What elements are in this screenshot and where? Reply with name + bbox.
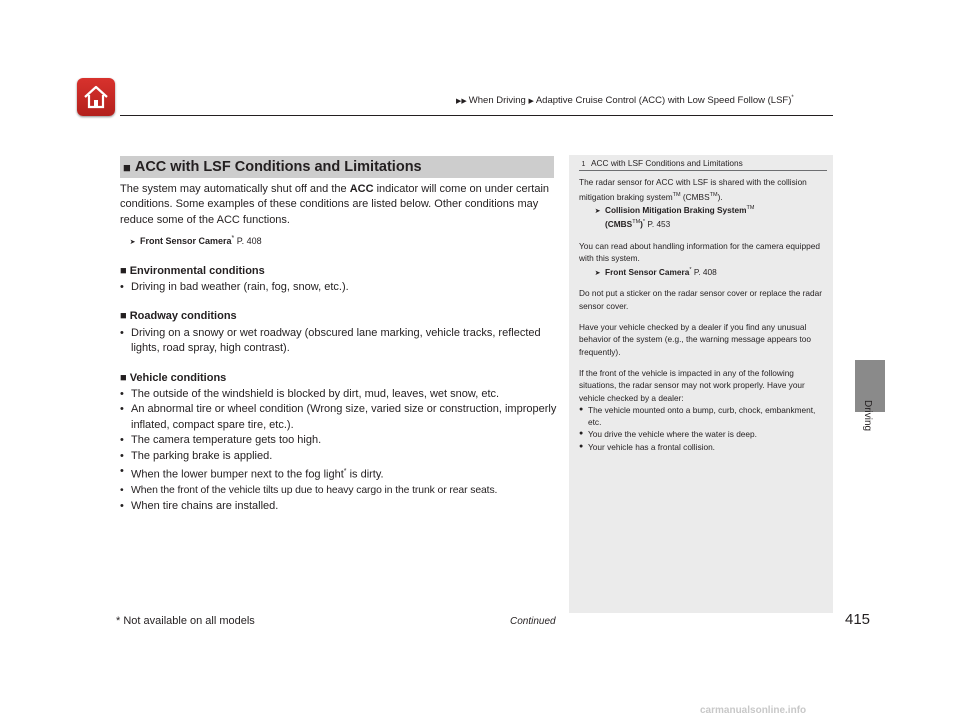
notes-content	[579, 157, 827, 453]
list-item: • Driving on a snowy or wet roadway (obscured lane marking, vehicle tracks, reflected lights, road spray, high contrast).	[120, 326, 560, 357]
page-number: 415	[845, 611, 871, 628]
breadcrumb	[456, 95, 794, 106]
list-item: • Driving in bad weather (rain, fog, snow, etc.).	[120, 280, 560, 295]
square-bullet-icon: ■	[123, 159, 131, 175]
cross-reference-link[interactable]: ➤ Collision Mitigation Braking System™	[594, 205, 755, 216]
note-number-icon: 1	[581, 161, 586, 168]
notes-paragraph: You can read about handling information for the camera equipped with this system. ➤ Front Sensor Camera* P. 408	[579, 240, 820, 278]
section-header	[120, 156, 554, 178]
list-item: • When tire chains are installed.	[120, 499, 560, 514]
square-bullet-icon: ■	[120, 264, 130, 277]
home-icon	[82, 84, 110, 110]
breadcrumb-arrow-icon: ▶	[528, 98, 534, 106]
intro-paragraph: The system may automatically shut off and the ACC indicator will come on under certain conditions. Some examples of these conditions are listed below. Other conditions may reduce some of the ACC functions.	[120, 183, 550, 226]
list-item: • When the lower bumper next to the fog light* is dirty.	[120, 464, 560, 483]
breadcrumb-item-when-driving[interactable]: When Driving	[468, 95, 526, 107]
notes-paragraph: If the front of the vehicle is impacted in any of the following situations, the radar sensor may not work properly. Have your vehicle checked by a dealer:	[579, 367, 805, 403]
cross-reference-link-cont[interactable]: (CMBS™)* P. 453	[605, 219, 671, 230]
list-item: ● Your vehicle has a frontal collision.	[579, 441, 827, 453]
road-list	[120, 326, 560, 357]
notes-title: 1 ACC with LSF Conditions and Limitations	[579, 157, 827, 171]
footnote: * Not available on all models	[116, 615, 255, 627]
cross-reference-link[interactable]: ➤ Front Sensor Camera* P. 408	[129, 235, 262, 247]
arrow-icon: ➤	[594, 270, 601, 278]
road-heading: ■ Roadway conditions	[120, 310, 237, 323]
notes-list	[579, 404, 827, 453]
list-item: ● The vehicle mounted onto a bump, curb, chock, embankment, etc.	[579, 404, 827, 429]
notes-paragraph: Do not put a sticker on the radar sensor cover or replace the radar sensor cover.	[579, 288, 823, 311]
arrow-icon: ➤	[594, 208, 601, 216]
cross-reference-link[interactable]: ➤ Front Sensor Camera* P. 408	[594, 267, 717, 278]
list-item: • An abnormal tire or wheel condition (Wrong size, varied size or construction, improperly inflated, compact spare tire, etc.).	[120, 402, 560, 433]
list-item: • The parking brake is applied.	[120, 449, 560, 464]
square-bullet-icon: ■	[120, 310, 130, 323]
list-item: • The camera temperature gets too high.	[120, 433, 560, 448]
home-button[interactable]	[77, 78, 115, 116]
env-heading: ■ Environmental conditions	[120, 264, 265, 277]
square-bullet-icon: ■	[120, 371, 130, 384]
breadcrumb-item-acc[interactable]: Adaptive Cruise Control (ACC) with Low Speed Follow (LSF)	[535, 95, 792, 107]
vehicle-list	[120, 387, 560, 514]
list-item: ● You drive the vehicle where the water is deep.	[579, 428, 827, 440]
vehicle-heading: ■ Vehicle conditions	[120, 371, 227, 384]
env-list	[120, 280, 560, 295]
notes-paragraph: Have your vehicle checked by a dealer if you find any unusual behavior of the system (e.g., the warning message appears too frequently).	[579, 322, 811, 357]
watermark: carmanualsonline.info	[700, 705, 807, 716]
asterisk-mark: *	[791, 95, 794, 101]
chapter-tab-label: Driving	[862, 400, 873, 432]
list-item: • The outside of the windshield is blocked by dirt, mud, leaves, wet snow, etc.	[120, 387, 560, 402]
arrow-icon: ➤	[129, 239, 136, 247]
header-rule	[120, 115, 833, 116]
main-content	[120, 182, 560, 514]
list-item: • When the front of the vehicle tilts up due to heavy cargo in the trunk or rear seats.	[120, 483, 560, 498]
section-title: ACC with LSF Conditions and Limitations	[134, 159, 422, 175]
continued-label: Continued	[510, 616, 556, 627]
notes-paragraph: The radar sensor for ACC with LSF is shared with the collision mitigation braking system™ (CMBS™). ➤ Collision Mitigation Braking System™ (CMBS™)* P. 453	[579, 177, 807, 230]
breadcrumb-arrow-icon: ▶▶	[456, 98, 467, 106]
